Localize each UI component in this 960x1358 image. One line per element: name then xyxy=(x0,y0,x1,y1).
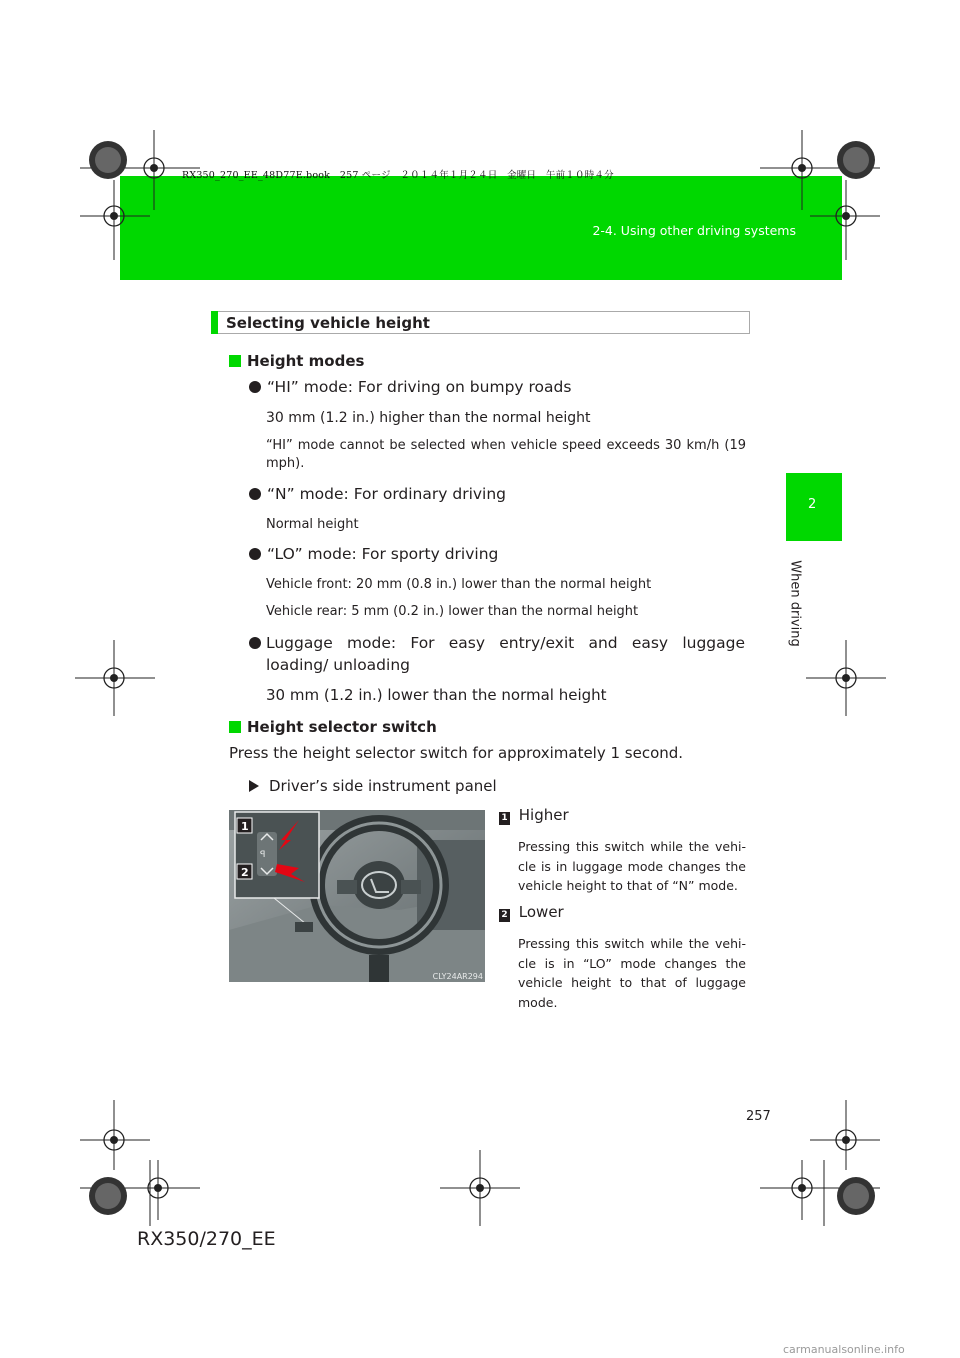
height-modes-heading xyxy=(229,352,364,370)
bullet-icon xyxy=(249,548,261,560)
mode-lo-front: Vehicle front: 20 mm (0.8 in.) lower than the normal height xyxy=(266,577,652,592)
model-code: RX350/270_EE xyxy=(137,1228,276,1250)
bullet-icon xyxy=(249,381,261,393)
instrument-panel-illustration xyxy=(229,810,485,982)
bullet-icon xyxy=(249,637,261,649)
panel-label-text: Driver’s side instrument panel xyxy=(269,777,497,795)
square-bullet-icon xyxy=(229,721,241,733)
callout-higher xyxy=(499,806,569,825)
image-code: CLY24AR294 xyxy=(432,972,483,981)
callout-lower xyxy=(499,903,564,922)
mode-luggage xyxy=(249,632,745,676)
mode-hi-desc: 30 mm (1.2 in.) higher than the normal height xyxy=(266,410,591,426)
mode-hi xyxy=(249,378,571,396)
chapter-title-text: When driving xyxy=(787,560,803,647)
section-path: 2-4. Using other driving systems xyxy=(592,223,796,238)
file-info: RX350_270_EE_48D77E.book 257 ページ ２０１４年１月２４日 金曜日 午前１０時４分 xyxy=(182,170,614,181)
mode-n xyxy=(249,485,506,503)
mode-hi-note: “HI” mode cannot be selected when vehicle speed exceeds 30 km/h (19 mph). xyxy=(266,438,746,471)
callout-number-2: 2 xyxy=(499,909,510,922)
height-modes-heading-text: Height modes xyxy=(247,352,365,370)
bullet-icon xyxy=(249,488,261,500)
mode-luggage-desc: 30 mm (1.2 in.) lower than the normal height xyxy=(266,686,607,704)
selector-instruction: Press the height selector switch for approximately 1 second. xyxy=(229,744,684,762)
mode-lo-label: “LO” mode: For sporty driving xyxy=(267,545,499,563)
callout-higher-title: Higher xyxy=(518,806,569,824)
watermark: carmanualsonline.info xyxy=(783,1343,905,1356)
panel-label xyxy=(249,777,497,795)
mode-n-desc: Normal height xyxy=(266,517,359,532)
callout-higher-text: Pressing this switch while the vehi-cle is in luggage mode changes the vehicle height to that of “N” mode. xyxy=(518,839,746,893)
section-title-bar xyxy=(211,311,218,334)
triangle-icon xyxy=(249,780,259,792)
callout-number-1: 1 xyxy=(499,812,510,825)
callout-lower-text: Pressing this switch while the vehi-cle is in “LO” mode changes the vehicle height to that of luggage mode. xyxy=(518,936,746,1010)
selector-heading-text: Height selector switch xyxy=(247,718,437,736)
mode-luggage-label: Luggage mode: For easy entry/exit and easy luggage loading/ unloading xyxy=(266,634,745,674)
chapter-number: 2 xyxy=(808,497,817,512)
square-bullet-icon xyxy=(229,355,241,367)
svg-text:ꟼ: ꟼ xyxy=(260,850,266,860)
mode-lo-rear: Vehicle rear: 5 mm (0.2 in.) lower than the normal height xyxy=(266,604,639,619)
svg-text:2: 2 xyxy=(241,866,249,879)
page-number: 257 xyxy=(746,1109,771,1124)
mode-hi-label: “HI” mode: For driving on bumpy roads xyxy=(267,378,572,396)
mode-n-label: “N” mode: For ordinary driving xyxy=(267,485,507,503)
svg-text:1: 1 xyxy=(241,820,249,833)
section-title: Selecting vehicle height xyxy=(226,314,430,332)
callout-lower-title: Lower xyxy=(518,903,564,921)
mode-lo xyxy=(249,545,498,563)
selector-heading xyxy=(229,718,437,736)
